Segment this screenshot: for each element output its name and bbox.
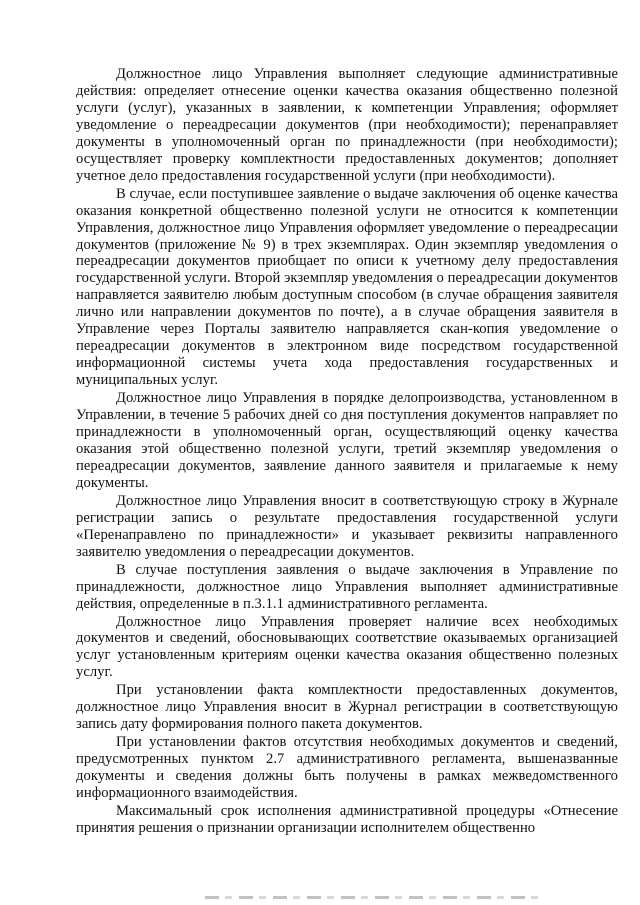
paragraph-redirect-notice: В случае, если поступившее заявление о выдаче заключения об оценке качества оказания конкретной общественно полезной услуги не относится к компетенции Управления, должностное лицо Управления оформляет уведомление о переадресации документов (приложение № 9) в трех экземплярах. Один экземпляр уведомления о переадресации документов приобщает по описи к учетному делу предоставления государственной услуги. Второй экземпляр уведомления о переадресации документов направляется заявителю любым доступным способом (в случае обращения заявителя лично или направлении документов по почте), а в случае обращения заявителя в Управление через Порталы заявителю направляется скан-копия уведомление о переадресации документов в электронном виде посредством государственной информационной системы учета хода предоставления государственных и муниципальных услуг. xyxy=(76,185,618,389)
paragraph-journal-entry: Должностное лицо Управления вносит в соответствующую строку в Журнале регистрации запись о результате предоставления государственной услуги «Перенаправлено по принадлежности» и указывает реквизиты направленного заявителю уведомления о переадресации документов. xyxy=(76,492,618,560)
paragraph-admin-actions: Должностное лицо Управления выполняет следующие административные действия: определяет отнесение оценки качества оказания общественно полезной услуги (услуг), указанных в заявлении, к компетенции Управления; оформляет уведомление о переадресации документов (при необходимости); перенаправляет документы в уполномоченный орган по принадлежности (при необходимости); осуществляет проверку комплектности предоставленных документов; дополняет учетное дело предоставления государственной услуги (при необходимости). xyxy=(76,66,618,184)
paragraph-max-term: Максимальный срок исполнения административной процедуры «Отнесение принятия решения о признании организации исполнителем общественно xyxy=(76,802,618,836)
paragraph-document-check: Должностное лицо Управления проверяет наличие всех необходимых документов и сведений, обосновывающих соответствие оказываемых организацией услуг установленным критериям оценки качества оказания общественно полезных услуг. xyxy=(76,613,618,681)
paragraph-completeness: При установлении факта комплектности предоставленных документов, должностное лицо Управления вносит в Журнал регистрации в соответствующую запись дату формирования полного пакета документов. xyxy=(76,682,618,733)
scan-noise-line xyxy=(205,896,545,899)
paragraph-forwarding: Должностное лицо Управления в порядке делопроизводства, установленном в Управлении, в течение 5 рабочих дней со дня поступления документов направляет по принадлежности в уполномоченный орган, осуществляющий оценку качества оказания этой общественно полезной услуги, третий экземпляр уведомления о переадресации документов, заявление данного заявителя и прилагаемые к нему документы. xyxy=(76,390,618,491)
paragraph-missing-documents: При установлении фактов отсутствия необходимых документов и сведений, предусмотренных пунктом 2.7 административного регламента, вышеназванные документы и сведения должны быть получены в рамках межведомственного информационного взаимодействия. xyxy=(76,734,618,802)
document-page xyxy=(76,66,618,837)
paragraph-by-affiliation: В случае поступления заявления о выдаче заключения в Управление по принадлежности, должностное лицо Управления выполняет административные действия, определенные в п.3.1.1 административного регламента. xyxy=(76,561,618,612)
